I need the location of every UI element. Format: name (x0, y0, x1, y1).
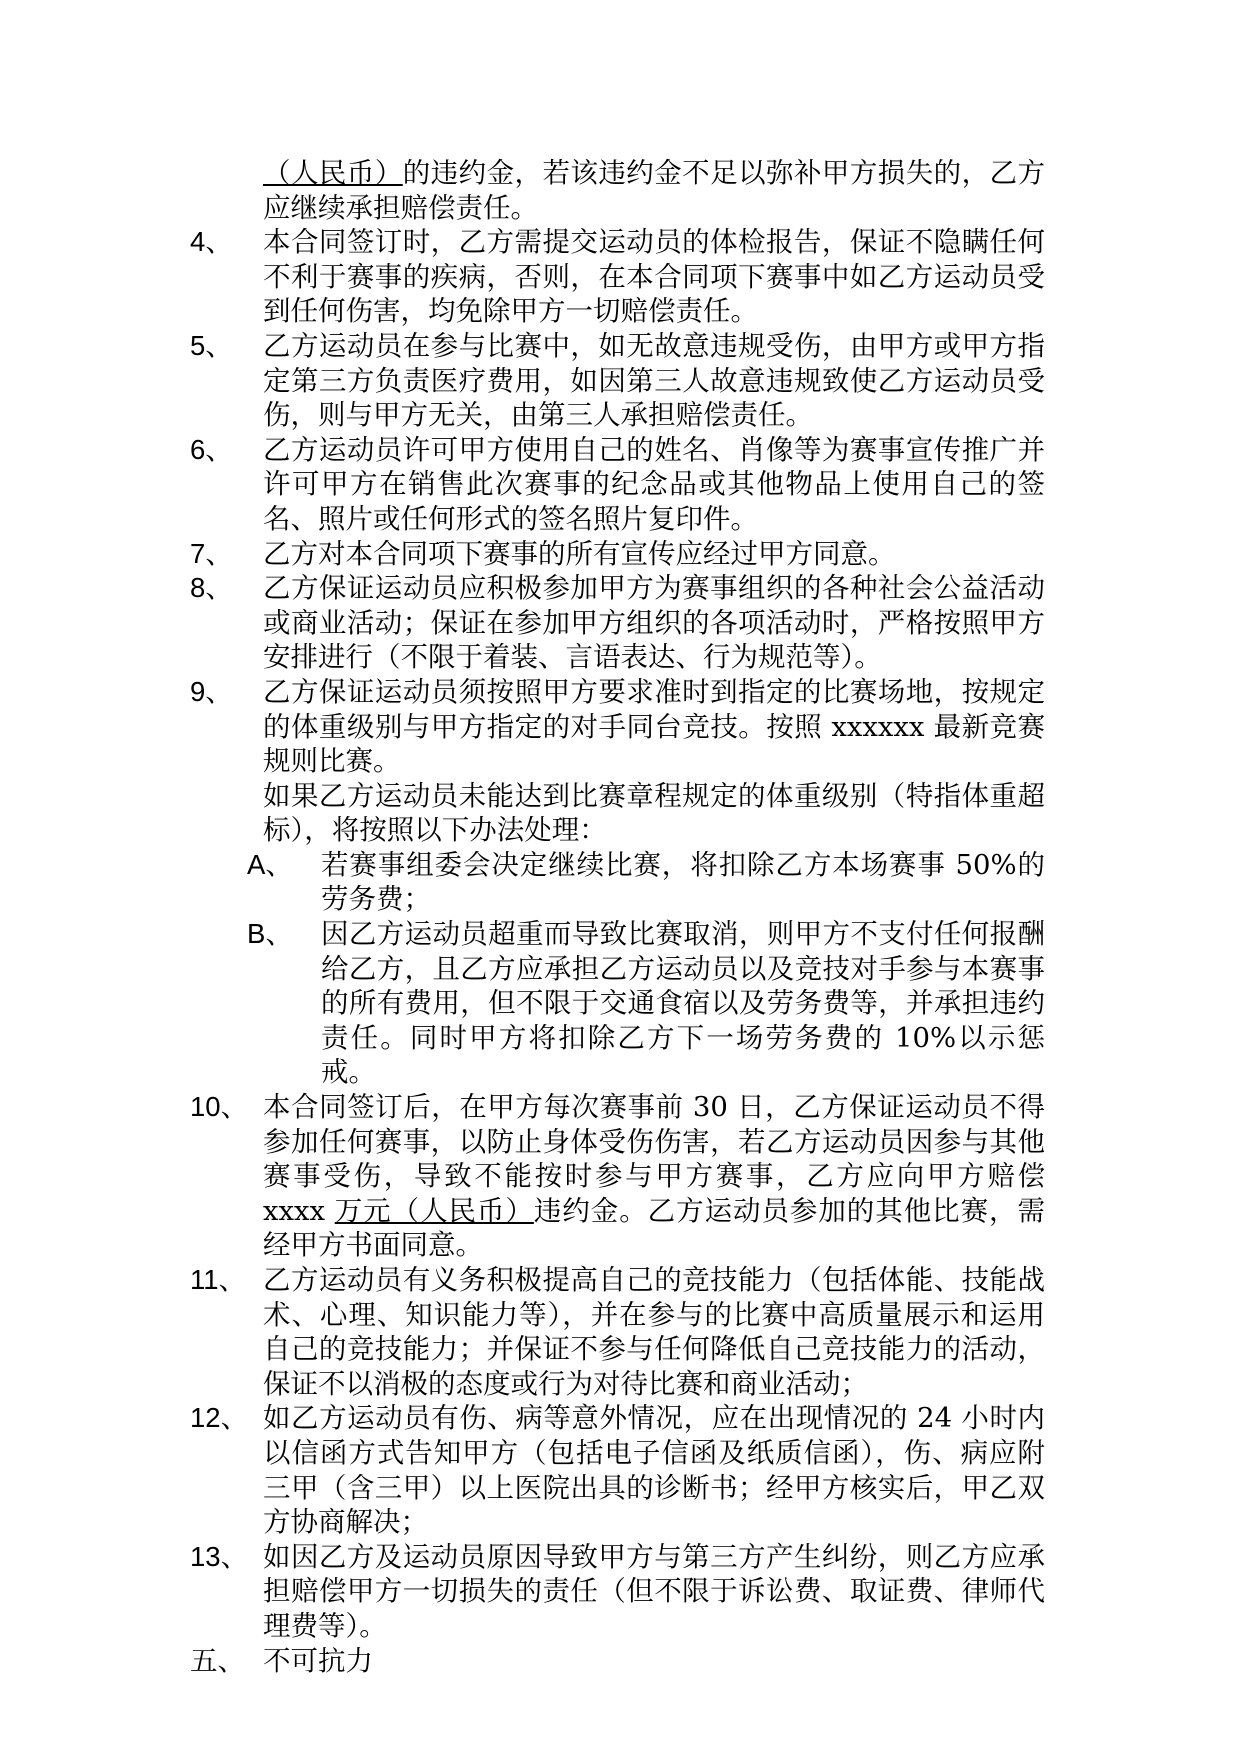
clause-number: 11、 (190, 1264, 247, 1295)
clause-number: 4、 (190, 226, 233, 258)
clause-9-continuation: 如果乙方运动员未能达到比赛章程规定的体重级别（特指体重超标），将按照以下办法处理： (263, 779, 1045, 847)
subclause-text: 若赛事组委会决定继续比赛，将扣除乙方本场赛事 50%的劳务费； (321, 848, 1045, 916)
subclause-b (0, 917, 1240, 1090)
subclause-letter: A、 (247, 848, 293, 880)
clause-text: 本合同签订时，乙方需提交运动员的体检报告，保证不隐瞒任何不利于赛事的疾病，否则，在本合同项下赛事中如乙方运动员受到任何伤害，均免除甲方一切赔偿责任。 (263, 226, 1045, 328)
clause-number: 10、 (190, 1091, 249, 1123)
clause-8 (0, 571, 1240, 675)
subclause-letter: B、 (247, 918, 293, 950)
clause-text-after: 违约金。乙方运动员参加的其他比赛，需经甲方书面同意。 (263, 1194, 1046, 1262)
clause-number: 13、 (190, 1540, 249, 1572)
clause-text: 乙方运动员许可甲方使用自己的姓名、肖像等为赛事宣传推广并许可甲方在销售此次赛事的纪念品或其他物品上使用自己的签名、照片或任何形式的签名照片复印件。 (263, 433, 1045, 535)
clause-10 (0, 1090, 1240, 1263)
clause-12 (0, 1401, 1240, 1539)
clause-4 (0, 225, 1240, 329)
clause-number: 7、 (190, 537, 233, 569)
clause-7 (0, 537, 1240, 572)
clause-text: 乙方运动员在参与比赛中，如无故意违规受伤，由甲方或甲方指定第三方负责医疗费用，如因第三人故意违规致使乙方运动员受伤，则与甲方无关，由第三人承担赔偿责任。 (263, 329, 1045, 432)
clause-13 (0, 1540, 1240, 1644)
section-number: 五、 (190, 1644, 245, 1677)
underlined-amount: （人民币） (263, 157, 403, 189)
subclause-text: 因乙方运动员超重而导致比赛取消，则甲方不支付任何报酬给乙方，且乙方应承担乙方运动员以及竞技对手参与本赛事的所有费用，但不限于交通食宿以及劳务费等，并承担违约责任。同时甲方将扣除乙方下一场劳务费的 10%以示惩戒。 (321, 918, 1045, 1089)
clause-5 (0, 329, 1240, 433)
clause-6 (0, 433, 1240, 537)
clause-number: 8、 (190, 572, 233, 604)
clause-text: 乙方保证运动员应积极参加甲方为赛事组织的各种社会公益活动或商业活动；保证在参加甲方组织的各项活动时，严格按照甲方安排进行（不限于着装、言语表达、行为规范等）。 (263, 572, 1045, 674)
subclause-a (0, 848, 1240, 917)
clause-text: 如乙方运动员有伤、病等意外情况，应在出现情况的 24 小时内以信函方式告知甲方（包括电子信函及纸质信函），伤、病应附三甲（含三甲）以上医院出具的诊断书；经甲方核实后，甲乙双方协商解决； (263, 1402, 1045, 1539)
clause-number: 9、 (190, 675, 233, 707)
clause-text: 乙方运动员有义务积极提高自己的竞技能力（包括体能、技能战术、心理、知识能力等），并在参与的比赛中高质量展示和运用自己的竞技能力；并保证不参与任何降低自己竞技能力的活动，保证不以消极的态度或行为对待比赛和商业活动； (263, 1264, 1045, 1400)
underlined-amount: 万元（人民币） (334, 1194, 534, 1227)
clause-text: 乙方保证运动员须按照甲方要求准时到指定的比赛场地，按规定的体重级别与甲方指定的对手同台竞技。按照 xxxxxx 最新竞赛规则比赛。 (263, 675, 1045, 778)
clause-number: 5、 (190, 329, 233, 361)
section-title: 不可抗力 (263, 1644, 373, 1677)
continued-paragraph (263, 156, 1045, 225)
contract-body (0, 156, 1240, 1678)
clause-text: 乙方对本合同项下赛事的所有宣传应经过甲方同意。 (263, 537, 896, 570)
clause-text: 如因乙方及运动员原因导致甲方与第三方产生纠纷，则乙方应承担赔偿甲方一切损失的责任（但不限于诉讼费、取证费、律师代理费等）。 (263, 1540, 1045, 1642)
clause-text-before: 本合同签订后，在甲方每次赛事前 30 日，乙方保证运动员不得参加任何赛事，以防止身体受伤伤害，若乙方运动员因参与其他赛事受伤，导致不能按时参与甲方赛事，乙方应向甲方赔偿 xxxx (263, 1091, 1045, 1227)
clause-number: 12、 (190, 1402, 249, 1434)
clause-number: 6、 (190, 433, 233, 465)
section-5-heading (0, 1644, 1240, 1679)
clause-text (263, 1090, 1045, 1263)
continued-text: 的违约金，若该违约金不足以弥补甲方损失的，乙方应继续承担赔偿责任。 (263, 157, 1046, 224)
clause-9 (0, 675, 1240, 779)
clause-11 (0, 1263, 1240, 1401)
